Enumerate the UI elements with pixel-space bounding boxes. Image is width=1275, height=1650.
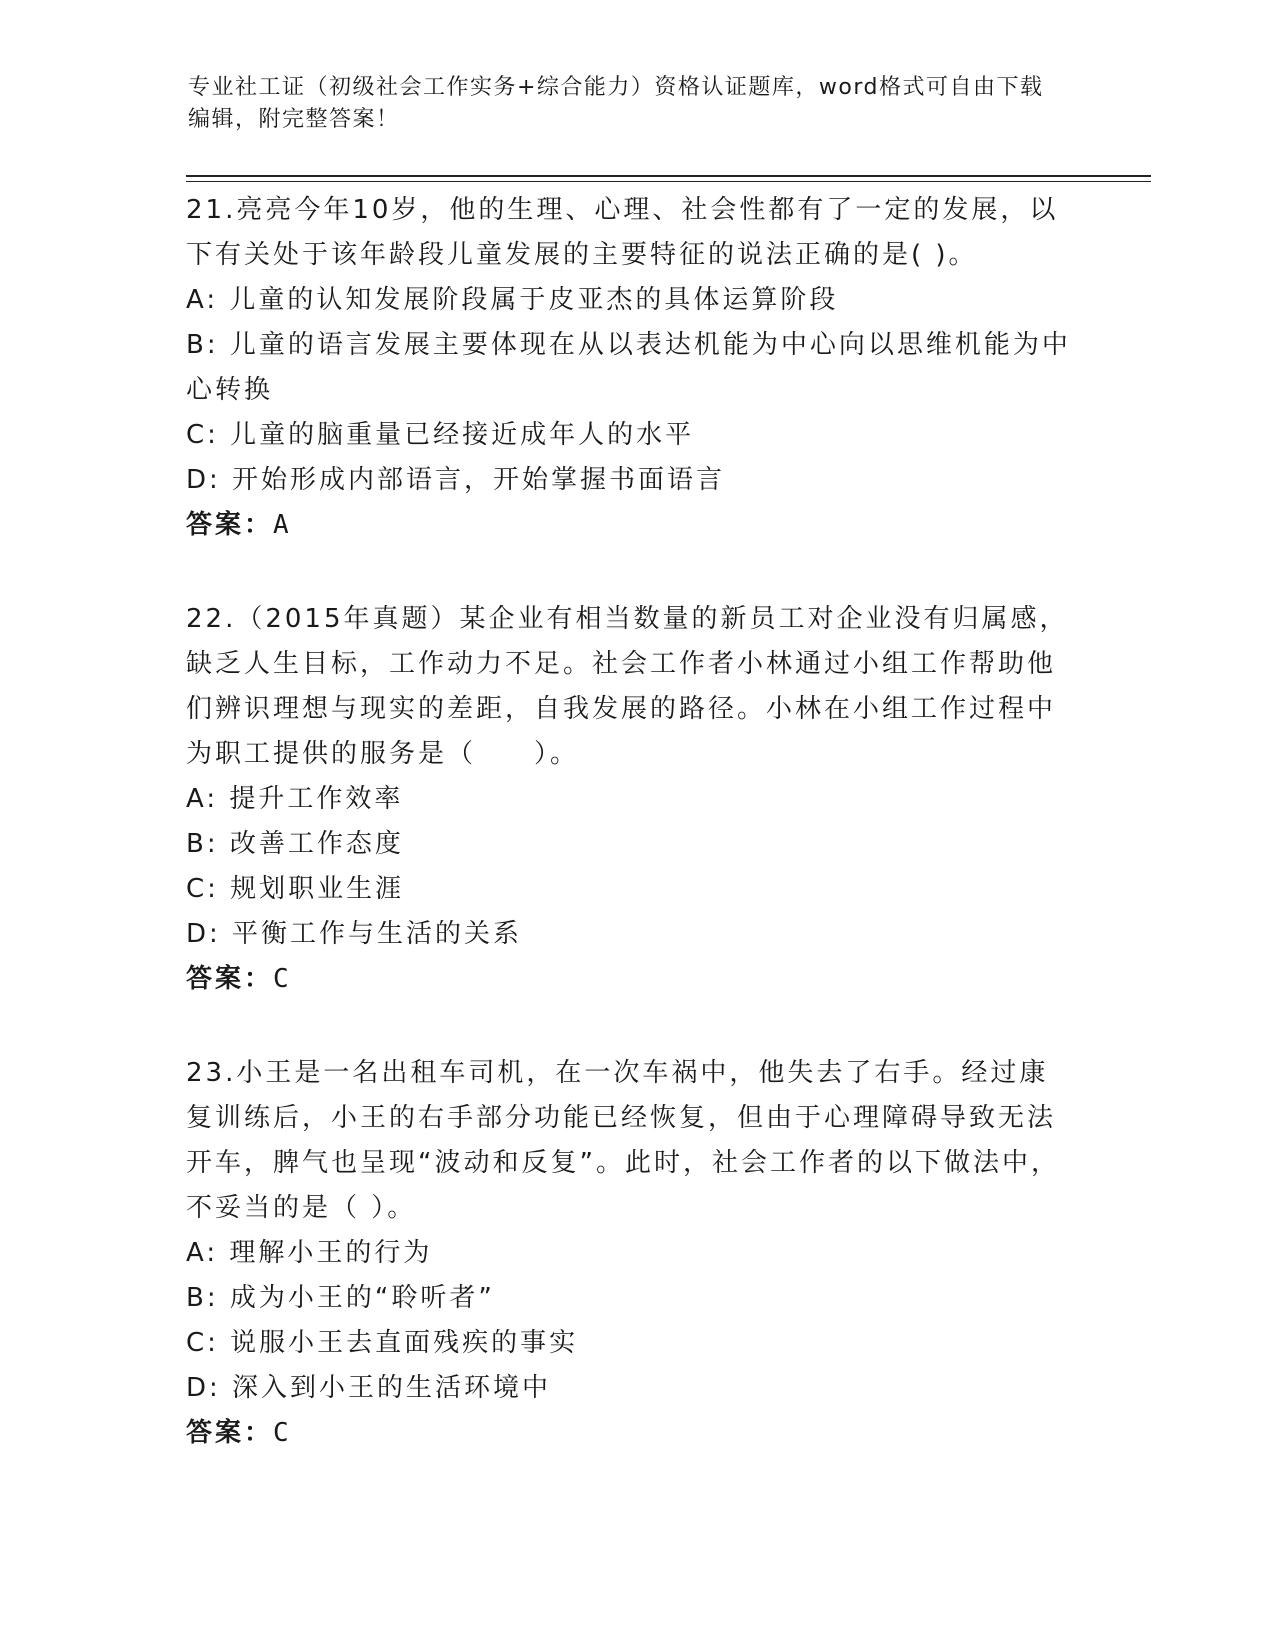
- option-a: A: 理解小王的行为: [186, 1238, 433, 1268]
- answer-label: 答案：: [186, 1418, 274, 1448]
- answer-line: [186, 957, 1076, 1002]
- header-line-2: 编辑，附完整答案！: [188, 107, 400, 132]
- option-c: C: 规划职业生涯: [186, 874, 405, 904]
- option-c: C: 说服小王去直面残疾的事实: [186, 1328, 579, 1358]
- option-a: A: 提升工作效率: [186, 784, 404, 814]
- question-stem: 21.亮亮今年10岁，他的生理、心理、社会性都有了一定的发展，以下有关处于该年龄段儿童发展的主要特征的说法正确的是( )。: [186, 195, 1059, 270]
- question-21: [186, 188, 1076, 548]
- option-b: B: 成为小王的“聆听者”: [186, 1283, 495, 1313]
- answer-value: C: [273, 964, 292, 994]
- answer-value: A: [273, 510, 292, 540]
- question-22: [186, 597, 1076, 1002]
- answer-value: C: [273, 1418, 292, 1448]
- header-line-1: 专业社工证（初级社会工作实务+综合能力）资格认证题库，word格式可自由下载: [188, 75, 1044, 100]
- option-b: B: 改善工作态度: [186, 829, 404, 859]
- option-d: D: 深入到小王的生活环境中: [186, 1373, 552, 1403]
- question-23: [186, 1051, 1076, 1456]
- header-divider-thick: [186, 175, 1151, 177]
- option-d: D: 平衡工作与生活的关系: [186, 919, 523, 949]
- answer-line: [186, 1411, 1076, 1456]
- answer-label: 答案：: [186, 964, 274, 994]
- option-b: B: 儿童的语言发展主要体现在从以表达机能为中心向以思维机能为中心转换: [186, 330, 1071, 405]
- answer-line: [186, 503, 1076, 548]
- question-stem: 23.小王是一名出租车司机，在一次车祸中，他失去了右手。经过康复训练后，小王的右手部分功能已经恢复，但由于心理障碍导致无法开车，脾气也呈现“波动和反复”。此时，社会工作者的以下做法中，不妥当的是（ ）。: [186, 1058, 1060, 1223]
- option-a: A: 儿童的认知发展阶段属于皮亚杰的具体运算阶段: [186, 285, 839, 315]
- question-stem: 22.（2015年真题）某企业有相当数量的新员工对企业没有归属感，缺乏人生目标，工作动力不足。社会工作者小林通过小组工作帮助他们辨识理想与现实的差距，自我发展的路径。小林在小组工作过程中为职工提供的服务是（ ）。: [186, 604, 1069, 769]
- document-header: [188, 72, 1088, 136]
- answer-label: 答案：: [186, 510, 274, 540]
- header-divider-thin: [186, 181, 1151, 182]
- option-d: D: 开始形成内部语言，开始掌握书面语言: [186, 465, 726, 495]
- option-c: C: 儿童的脑重量已经接近成年人的水平: [186, 420, 695, 450]
